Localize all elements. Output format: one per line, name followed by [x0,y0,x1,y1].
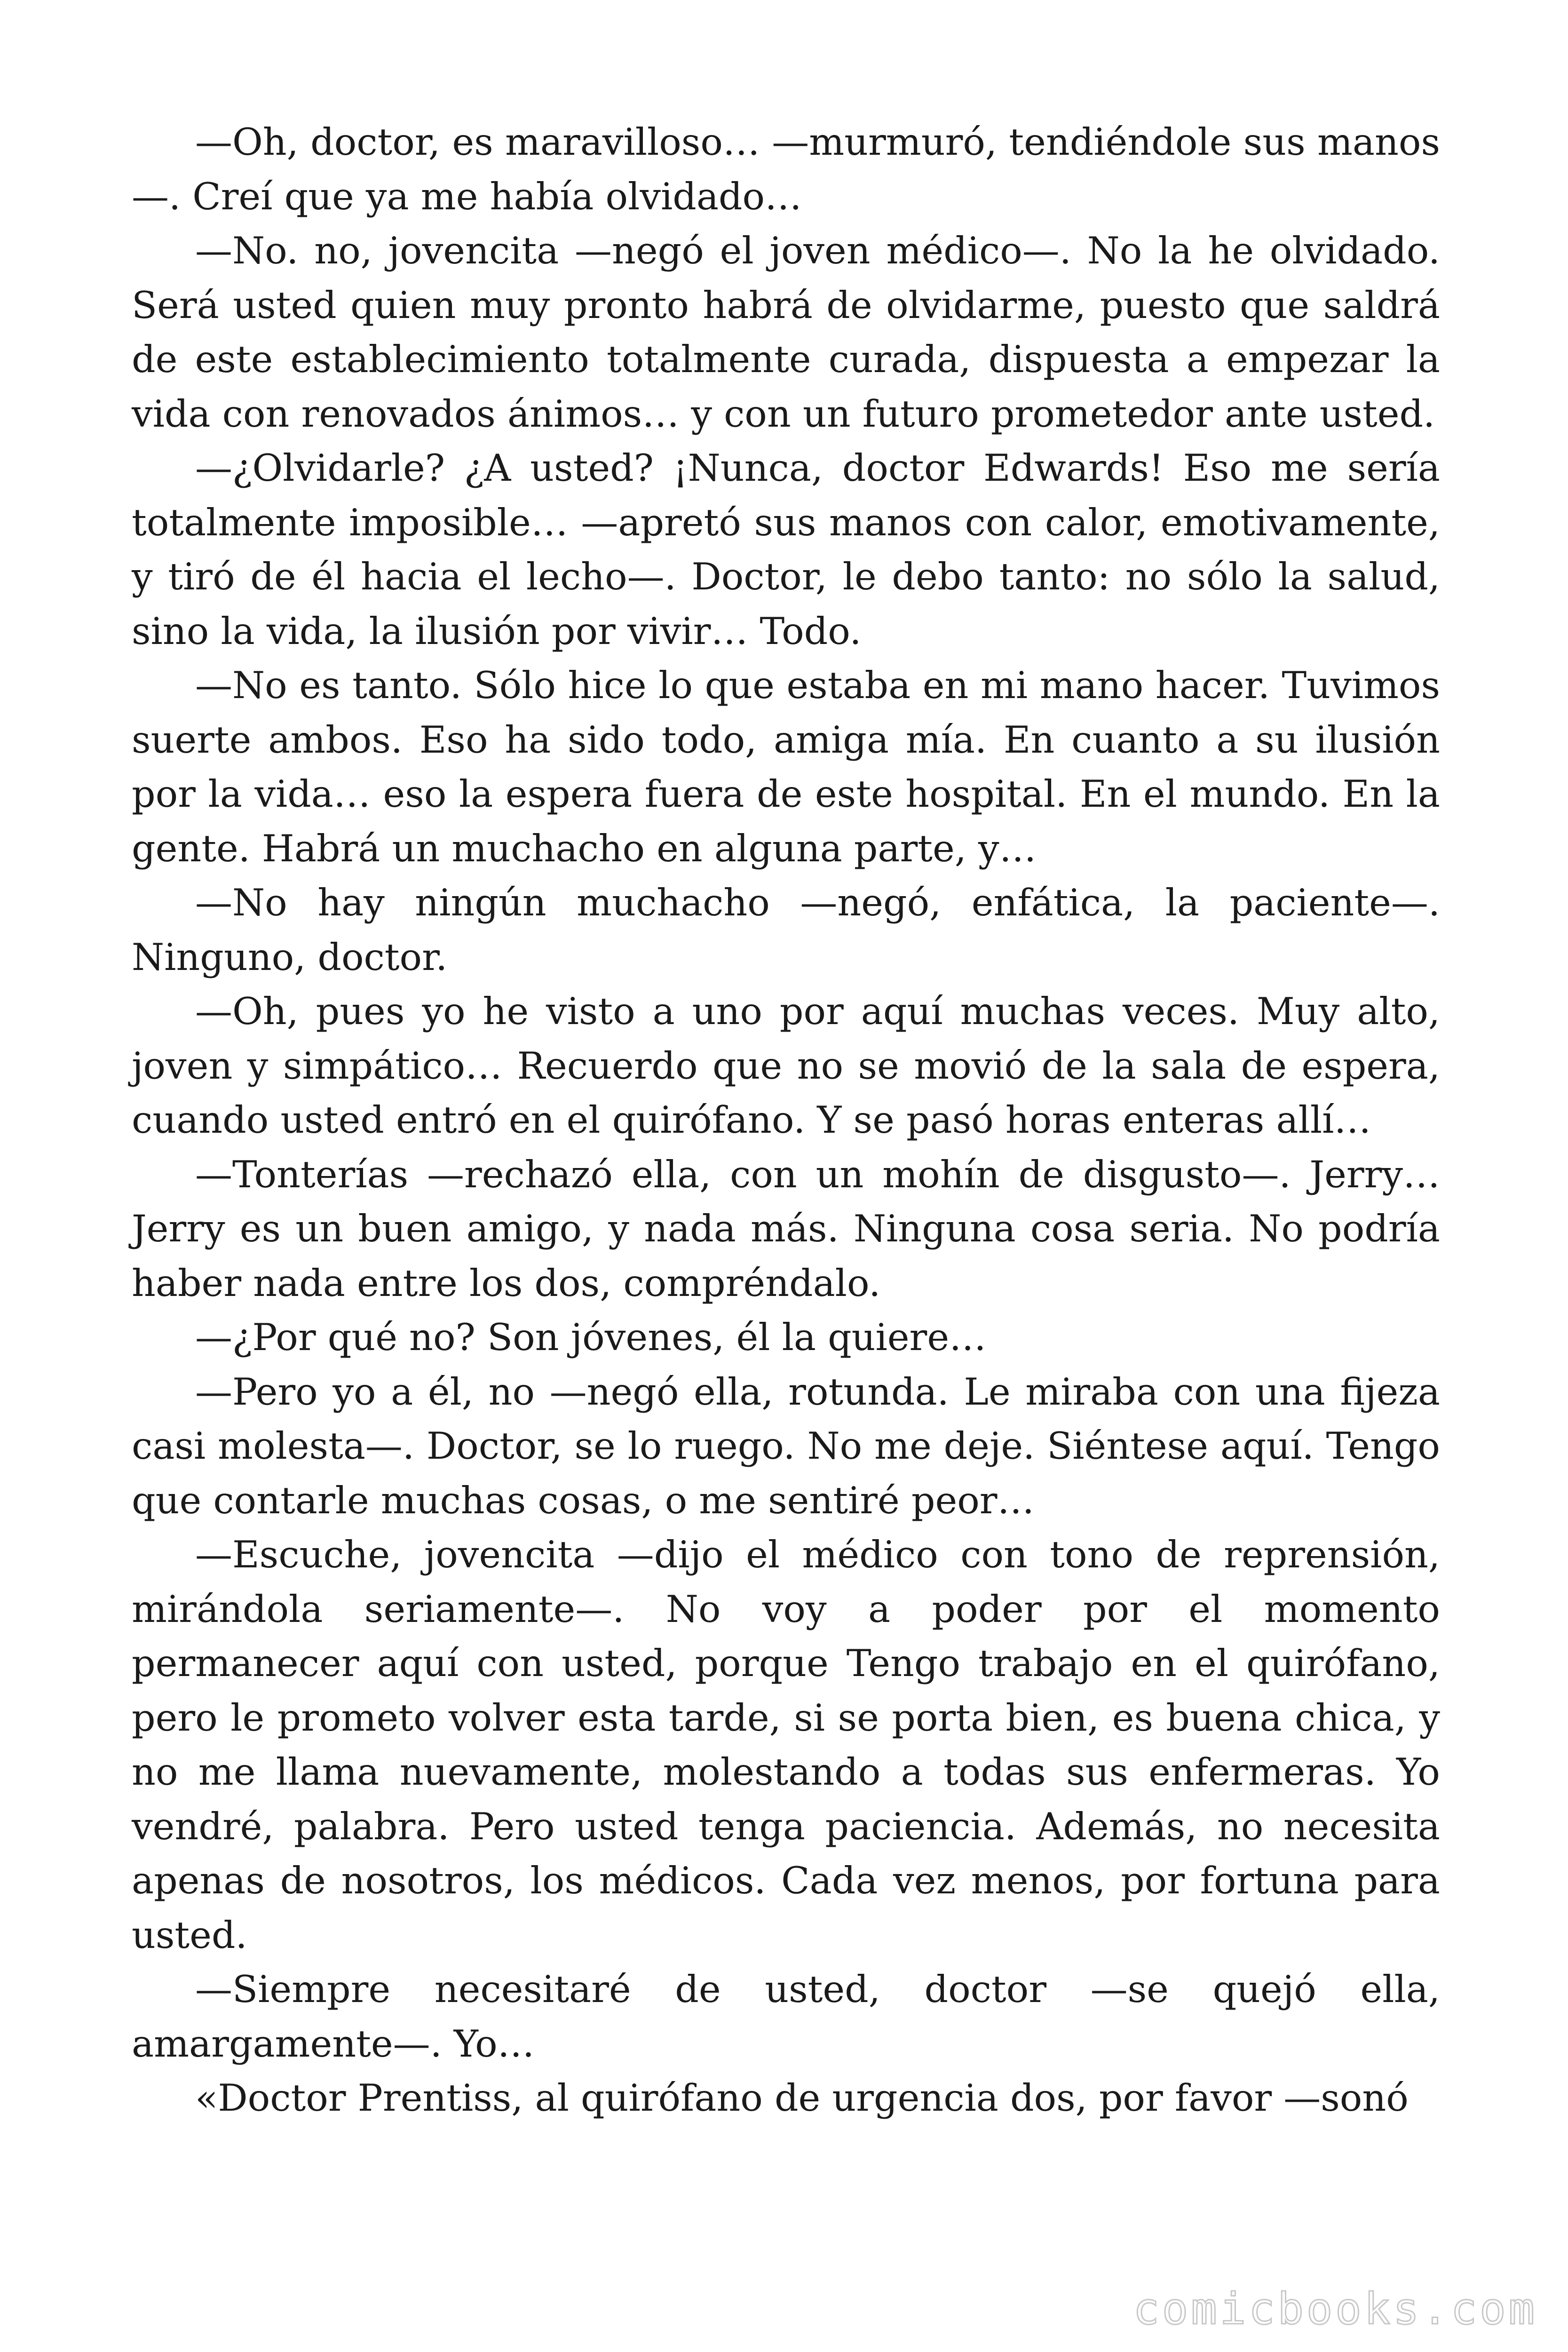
paragraph: —¿Olvidarle? ¿A usted? ¡Nunca, doctor Edwards! Eso me sería totalmente imposible… —apretó sus manos con calor, emotivamente, y tiró de él hacia el lecho—. Doctor, le debo tanto: no sólo la salud, sino la vida, la ilusión por vivir… Todo. [132,446,1440,653]
paragraph: —Pero yo a él, no —negó ella, rotunda. Le miraba con una fijeza casi molesta—. Doctor, se lo ruego. No me deje. Siéntese aquí. Tengo que contarle muchas cosas, o me sentiré peor… [132,1370,1440,1522]
paragraph: —Escuche, jovencita —dijo el médico con tono de reprensión, mirándola seriamente—. No voy a poder por el momento permanecer aquí con usted, porque Tengo trabajo en el quirófano, pero le prometo volver esta tarde, si se porta bien, es buena chica, y no me llama nuevamente, molestando a todas sus enfermeras. Yo vendré, palabra. Pero usted tenga paciencia. Además, no necesita apenas de nosotros, los médicos. Cada vez menos, por fortuna para usted. [132,1533,1440,1957]
book-page-text [132,115,1440,2126]
paragraph: «Doctor Prentiss, al quirófano de urgencia dos, por favor —sonó [195,2076,1409,2120]
paragraph: —No hay ningún muchacho —negó, enfática, la paciente—. Ninguno, doctor. [132,881,1440,979]
paragraph: —Oh, doctor, es maravilloso… —murmuró, tendiéndole sus manos—. Creí que ya me había olvidado… [132,120,1440,218]
paragraph: —No es tanto. Sólo hice lo que estaba en mi mano hacer. Tuvimos suerte ambos. Eso ha sido todo, amiga mía. En cuanto a su ilusión por la vida… eso la espera fuera de este hospital. En el mundo. En la gente. Habrá un muchacho en alguna parte, y… [132,664,1440,870]
paragraph: —Tonterías —rechazó ella, con un mohín de disgusto—. Jerry… Jerry es un buen amigo, y nada más. Ninguna cosa seria. No podría haber nada entre los dos, compréndalo. [132,1152,1440,1305]
paragraph: —Siempre necesitaré de usted, doctor —se quejó ella, amargamente—. Yo… [132,1968,1440,2066]
paragraph: —No. no, jovencita —negó el joven médico—. No la he olvidado. Será usted quien muy pronto habrá de olvidarme, puesto que saldrá de este establecimiento totalmente curada, dispuesta a empezar la vida con renovados ánimos… y con un futuro prometedor ante usted. [132,229,1440,436]
watermark: comicbooks.com [1133,2284,1537,2334]
paragraph: —¿Por qué no? Son jóvenes, él la quiere… [195,1316,987,1359]
paragraph: —Oh, pues yo he visto a uno por aquí muchas veces. Muy alto, joven y simpático… Recuerdo que no se movió de la sala de espera, cuando usted entró en el quirófano. Y se pasó horas enteras allí… [132,990,1440,1142]
